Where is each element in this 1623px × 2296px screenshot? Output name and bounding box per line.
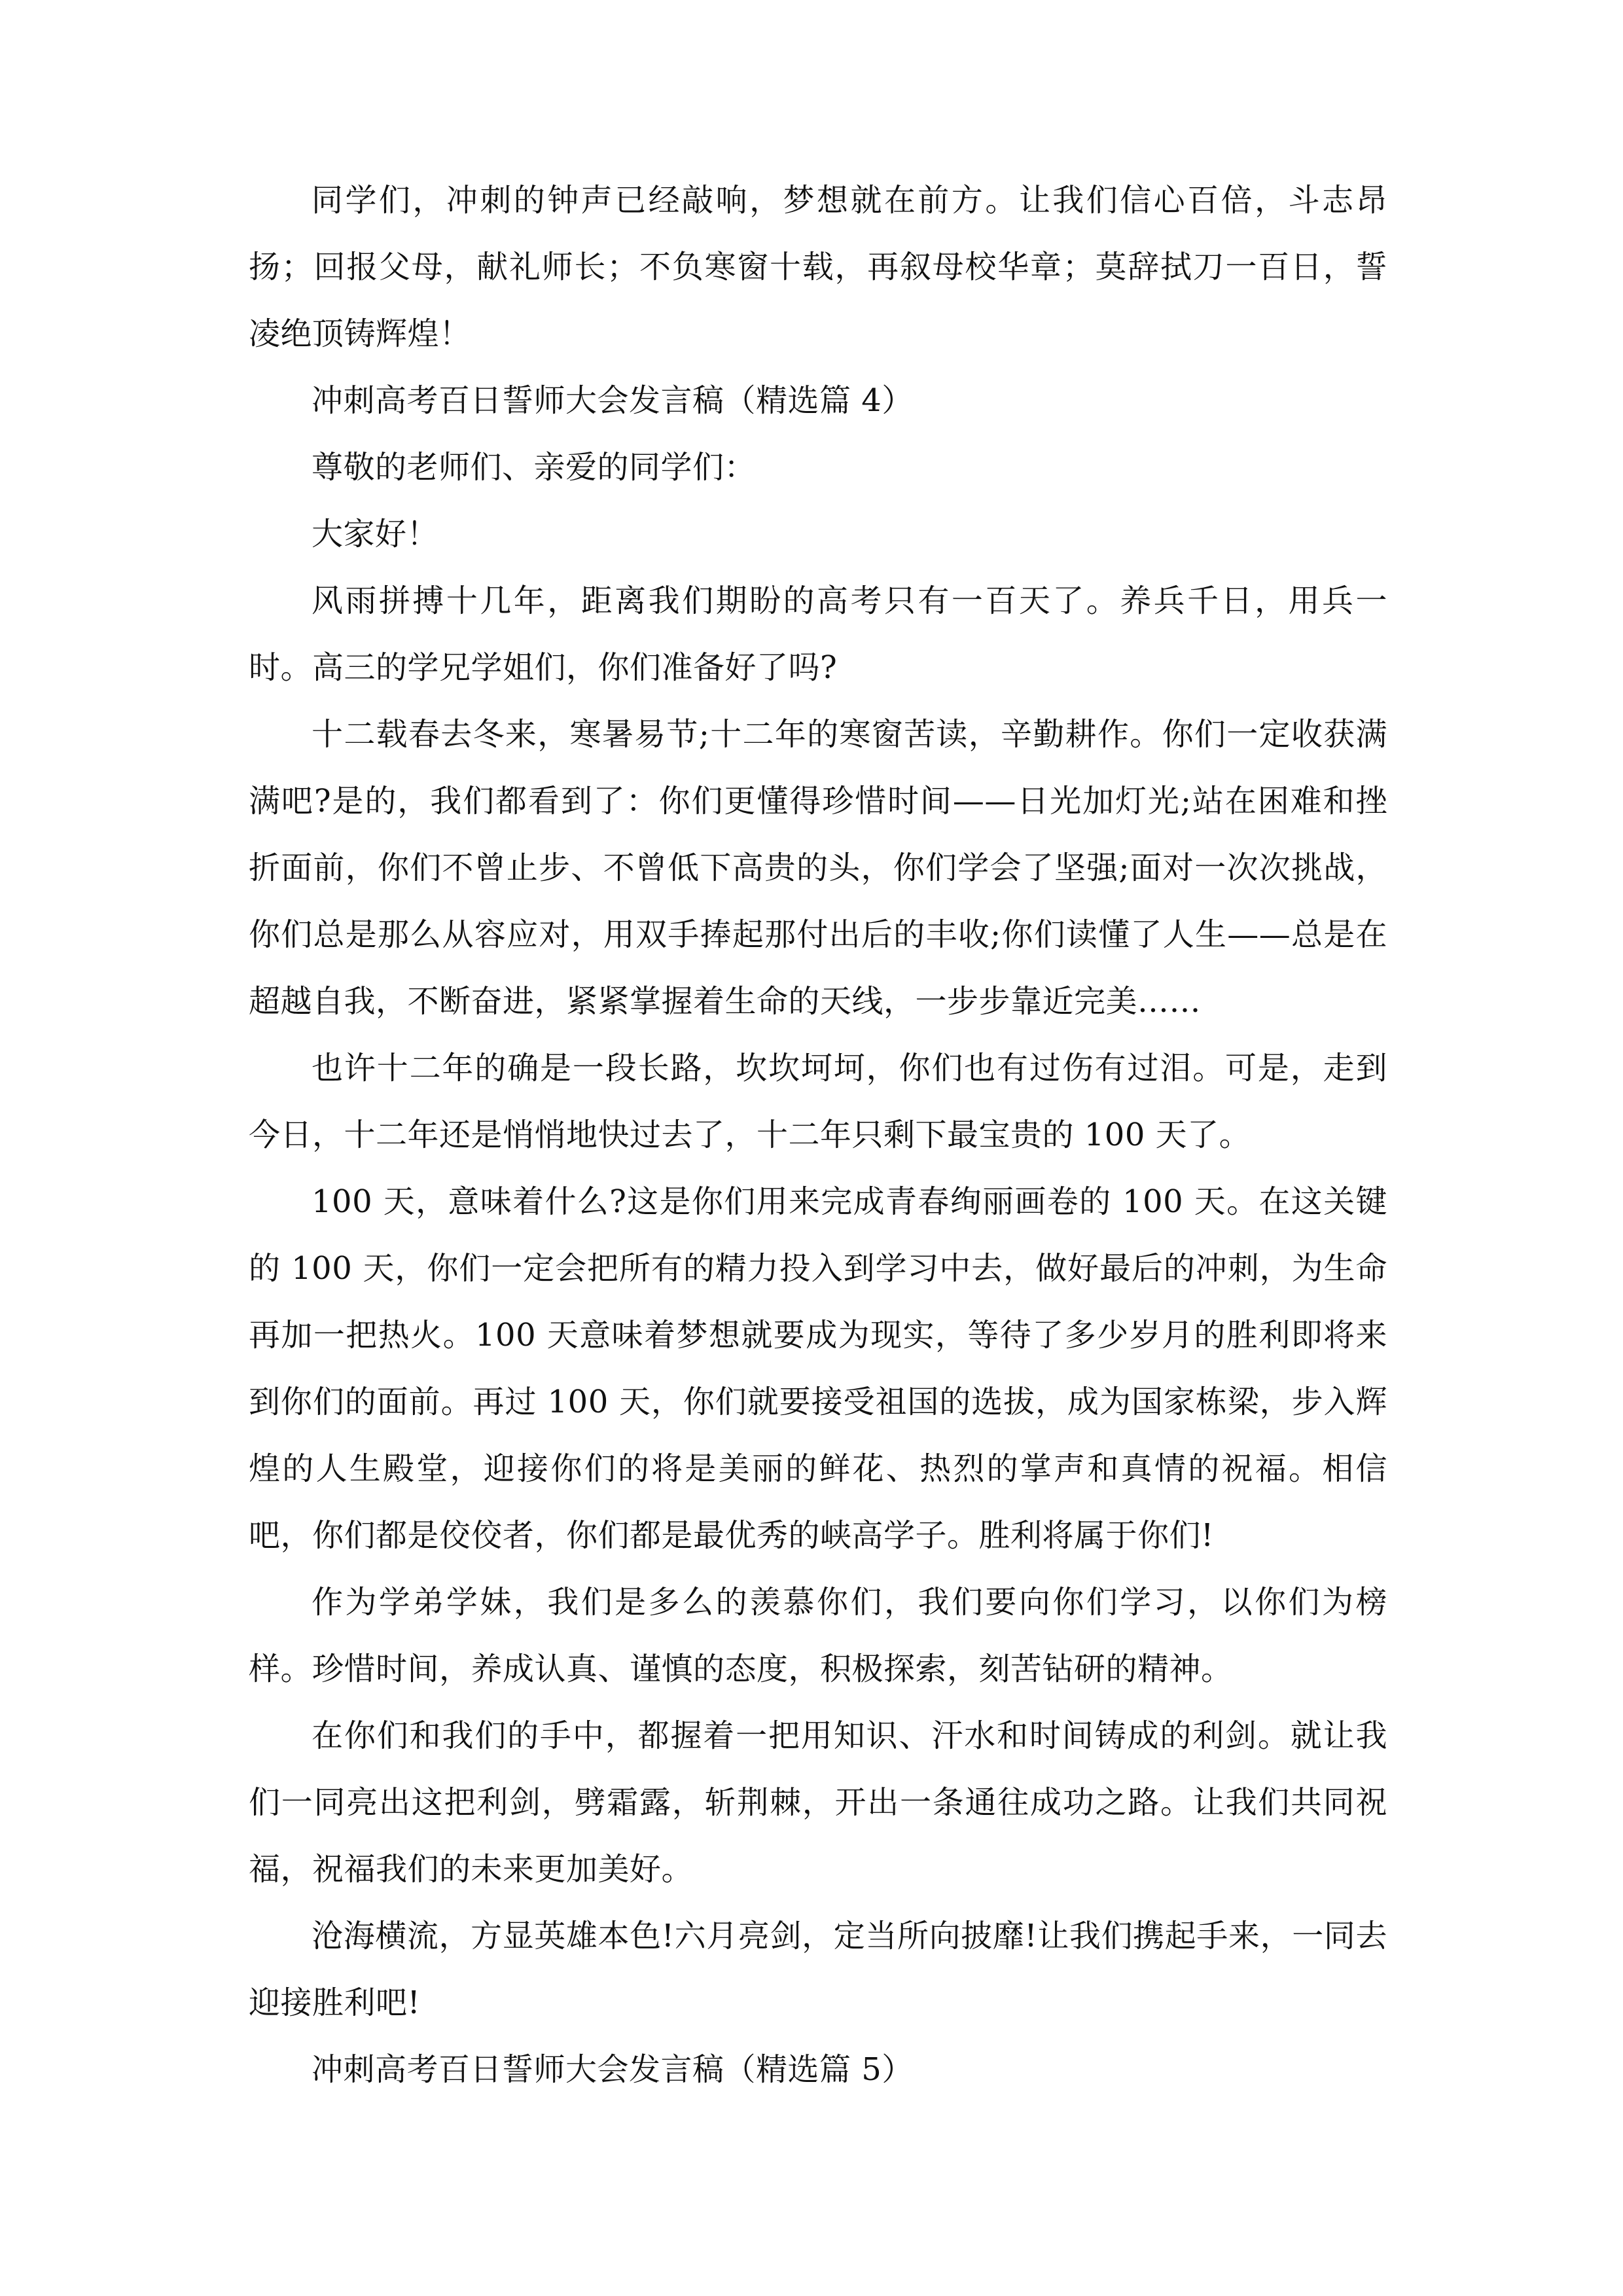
paragraph-sword: 在你们和我们的手中，都握着一把用知识、汗水和时间铸成的利剑。就让我们一同亮出这把利剑，劈霜露，斩荆棘，开出一条通往成功之路。让我们共同祝福，祝福我们的未来更加美好。 [249,1717,1387,1888]
section-heading-5: 冲刺高考百日誓师大会发言稿（精选篇 5） [312,2051,914,2088]
paragraph-intro: 风雨拼搏十几年，距离我们期盼的高考只有一百天了。养兵千日，用兵一时。高三的学兄学姐们，你们准备好了吗? [249,583,1387,686]
paragraph-twelve-years: 十二载春去冬来，寒暑易节;十二年的寒窗苦读，辛勤耕作。你们一定收获满满吧?是的，我们都看到了：你们更懂得珍惜时间——日光加灯光;站在困难和挫折面前，你们不曾止步、不曾低下高贵的头，你们学会了坚强;面对一次次挑战，你们总是那么从容应对，用双手捧起那付出后的丰收;你们读懂了人生——总是在超越自我，不断奋进，紧紧掌握着生命的天线，一步步靠近完美…… [249,716,1387,1020]
paragraph-closing-pledge: 同学们，冲刺的钟声已经敲响，梦想就在前方。让我们信心百倍，斗志昂扬；回报父母，献礼师长；不负寒窗十载，再叙母校华章；莫辞拭刀一百日，誓凌绝顶铸辉煌！ [249,182,1387,352]
document-body [249,167,1387,2103]
paragraph-rally: 沧海横流，方显英雄本色!六月亮剑，定当所向披靡!让我们携起手来，一同去迎接胜利吧! [249,1918,1387,2021]
paragraph-100-days: 100 天，意味着什么?这是你们用来完成青春绚丽画卷的 100 天。在这关键的 100 天，你们一定会把所有的精力投入到学习中去，做好最后的冲刺，为生命再加一把热火。100 天意味着梦想就要成为现实，等待了多少岁月的胜利即将来到你们的面前。再过 100 天，你们就要接受祖国的选拔，成为国家栋梁，步入辉煌的人生殿堂，迎接你们的将是美丽的鲜花、热烈的掌声和真情的祝福。相信吧，你们都是佼佼者，你们都是最优秀的峡高学子。胜利将属于你们! [249,1183,1387,1554]
salutation: 尊敬的老师们、亲爱的同学们： [312,449,757,486]
section-heading-4: 冲刺高考百日誓师大会发言稿（精选篇 4） [312,382,914,419]
paragraph-role-models: 作为学弟学妹，我们是多么的羡慕你们，我们要向你们学习，以你们为榜样。珍惜时间，养成认真、谨慎的态度，积极探索，刻苦钻研的精神。 [249,1584,1387,1687]
paragraph-long-road: 也许十二年的确是一段长路，坎坎坷坷，你们也有过伤有过泪。可是，走到今日，十二年还是悄悄地快过去了，十二年只剩下最宝贵的 100 天了。 [249,1050,1387,1153]
greeting: 大家好！ [312,516,439,552]
